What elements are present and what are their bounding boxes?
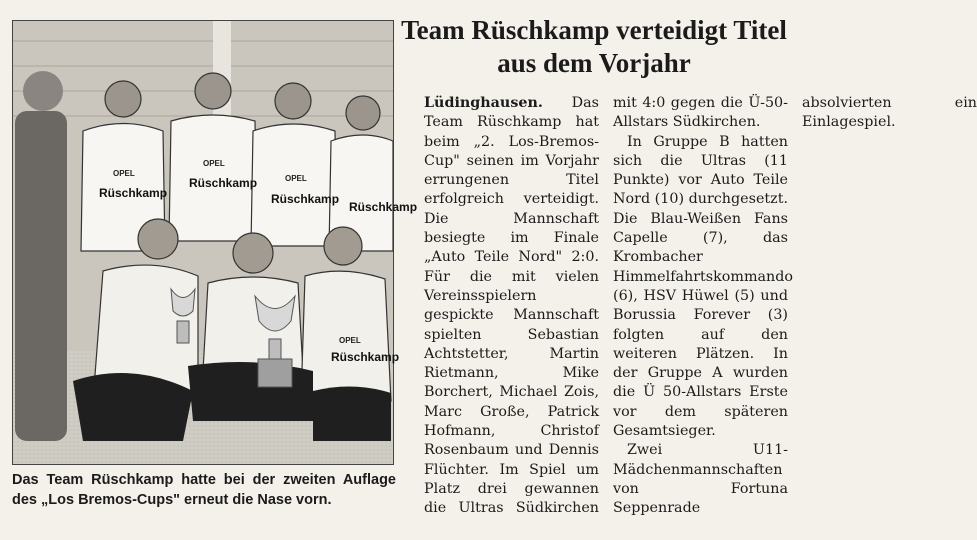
shirt-sponsor: OPEL (113, 169, 135, 178)
article-paragraph: Zwei U11-Mädchenmannschaften von Fortuna Seppenrade absolvierten ein Einlagespiel. (613, 95, 977, 517)
shirt-label: Rüschkamp (271, 192, 340, 206)
shirt-sponsor: OPEL (203, 159, 225, 168)
shirt-label: Rüschkamp (189, 176, 258, 190)
shirt-sponsor: OPEL (339, 336, 361, 345)
shirt-label: Rüschkamp (99, 186, 168, 200)
shirt-sponsor: OPEL (285, 174, 307, 183)
shirt-label: Rüschkamp (331, 350, 400, 364)
dateline: Lüdinghausen. (424, 95, 543, 111)
headline: Team Rüschkamp verteidigt Titel aus dem Vorjahr (401, 15, 787, 78)
photo-caption: Das Team Rüschkamp hatte bei der zweiten Auflage des „Los Bremos-Cups" erneut die Nase vorn. (12, 472, 396, 508)
player-back-1 (15, 71, 67, 441)
team-photo-illustration (13, 21, 418, 464)
shirt-label: Rüschkamp (349, 200, 418, 214)
article-paragraph-text: Das Team Rüschkamp hat beim „2. Los-Bremos-Cup" seinen im Vorjahr errungenen Titel erfolgreich verteidigt. Die Mannschaft besiegte im Finale „Auto Teile Nord" 2:0. Für die mit vielen Vereinsspielern gespickte Mannschaft spielten Sebastian Achtstetter, Martin Rietmann, Mike Borchert, Michael Zois, Marc Große, Patrick Hofmann, Christof Rosenbaum und Dennis Flüchter. Im Spiel um Platz drei gewannen die Ultras Südkirchen mit 4:0 gegen die Ü-50-Allstars Südkirchen. (424, 95, 788, 517)
article-body (424, 94, 977, 534)
team-photo (12, 20, 418, 465)
article-paragraph: In Gruppe B hatten sich die Ultras (11 Punkte) vor Auto Teile Nord (10) durchgesetzt. Die Blau-Weißen Fans Capelle (7), das Krombacher Himmelfahrtskommando (6), HSV Hüwel (5) und Borussia Forever (3) folgten auf den weiteren Plätzen. In der Gruppe A wurden die Ü 50-Allstars Erste vor dem späteren Gesamtsieger. (613, 133, 794, 440)
